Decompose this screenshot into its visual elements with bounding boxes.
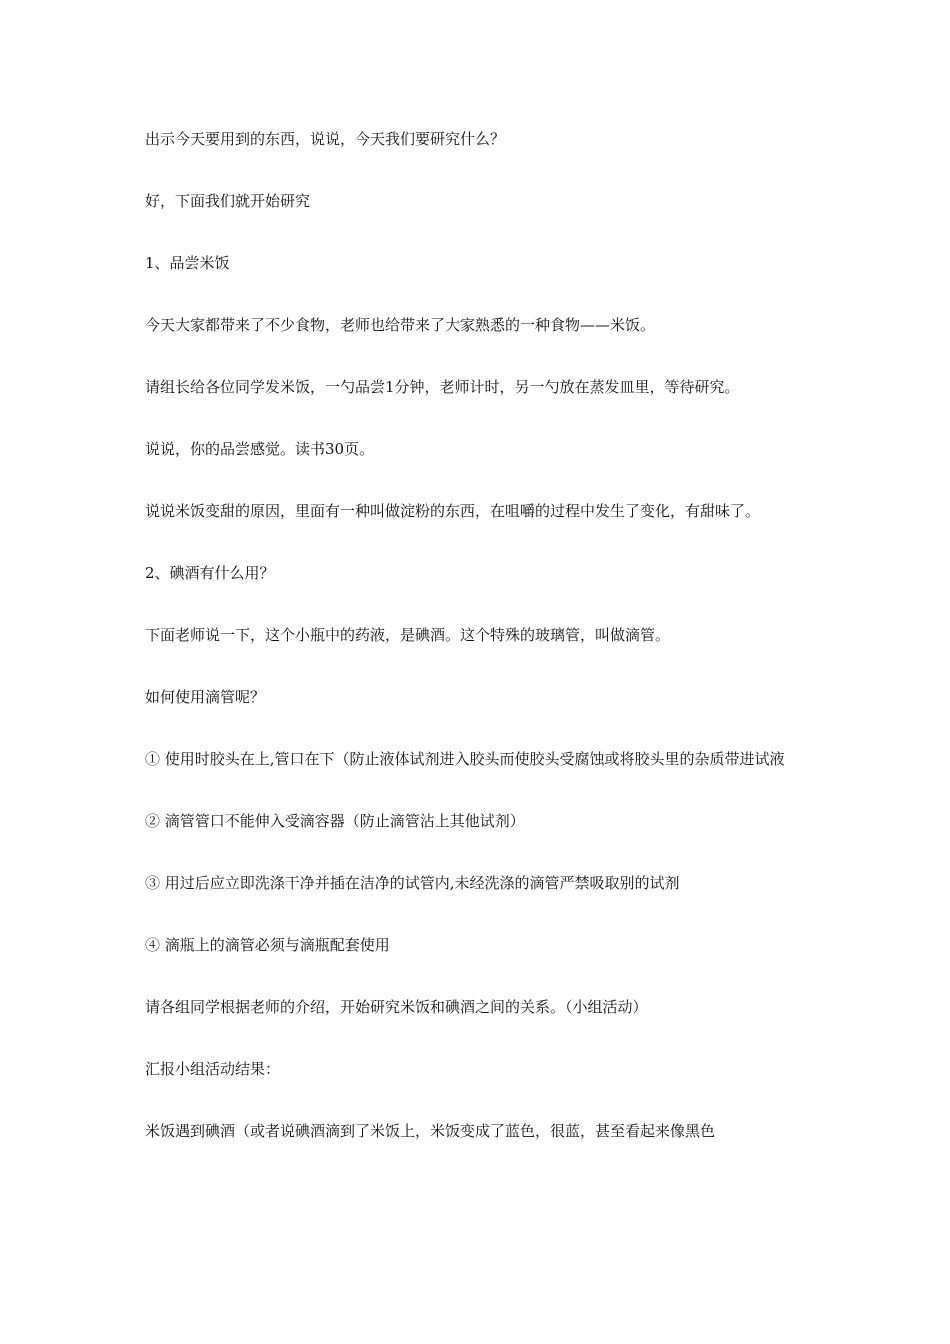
paragraph-intro-question: 出示今天要用到的东西，说说，今天我们要研究什么？ <box>145 130 506 148</box>
list-item-rule-3: ③ 用过后应立即洗涤干净并插在洁净的试管内,未经洗涤的滴管严禁吸取别的试剂 <box>145 874 680 892</box>
paragraph-rice-food: 今天大家都带来了不少食物，老师也给带来了大家熟悉的一种食物——米饭。 <box>145 316 656 334</box>
paragraph-how-to-use-dropper: 如何使用滴管呢？ <box>145 688 266 706</box>
section-heading-iodine-use: 2、碘酒有什么用？ <box>145 564 275 582</box>
paragraph-report-results: 汇报小组活动结果： <box>145 1060 281 1078</box>
paragraph-group-activity: 请各组同学根据老师的介绍，开始研究米饭和碘酒之间的关系。（小组活动） <box>145 998 648 1016</box>
paragraph-taste-feeling: 说说，你的品尝感觉。读书30页。 <box>145 440 375 458</box>
paragraph-rice-meets-iodine: 米饭遇到碘酒（或者说碘酒滴到了米饭上，米饭变成了蓝色，很蓝，甚至看起来像黑色 <box>145 1122 716 1140</box>
section-heading-taste-rice: 1、品尝米饭 <box>145 254 230 272</box>
list-item-rule-2: ② 滴管管口不能伸入受滴容器（防止滴管沾上其他试剂） <box>145 812 525 830</box>
list-item-rule-1: ① 使用时胶头在上,管口在下（防止液体试剂进入胶头而使胶头受腐蚀或将胶头里的杂质带进试液 <box>145 750 785 768</box>
paragraph-distribute-rice: 请组长给各位同学发米饭，一勺品尝1分钟，老师计时，另一勺放在蒸发皿里，等待研究。 <box>145 378 740 396</box>
list-item-rule-4: ④ 滴瓶上的滴管必须与滴瓶配套使用 <box>145 936 390 954</box>
paragraph-start-research: 好，下面我们就开始研究 <box>145 192 311 210</box>
paragraph-sweet-reason: 说说米饭变甜的原因，里面有一种叫做淀粉的东西，在咀嚼的过程中发生了变化，有甜味了。 <box>145 502 761 520</box>
document-body <box>145 124 825 1178</box>
paragraph-iodine-dropper: 下面老师说一下，这个小瓶中的药液，是碘酒。这个特殊的玻璃管，叫做滴管。 <box>145 626 671 644</box>
